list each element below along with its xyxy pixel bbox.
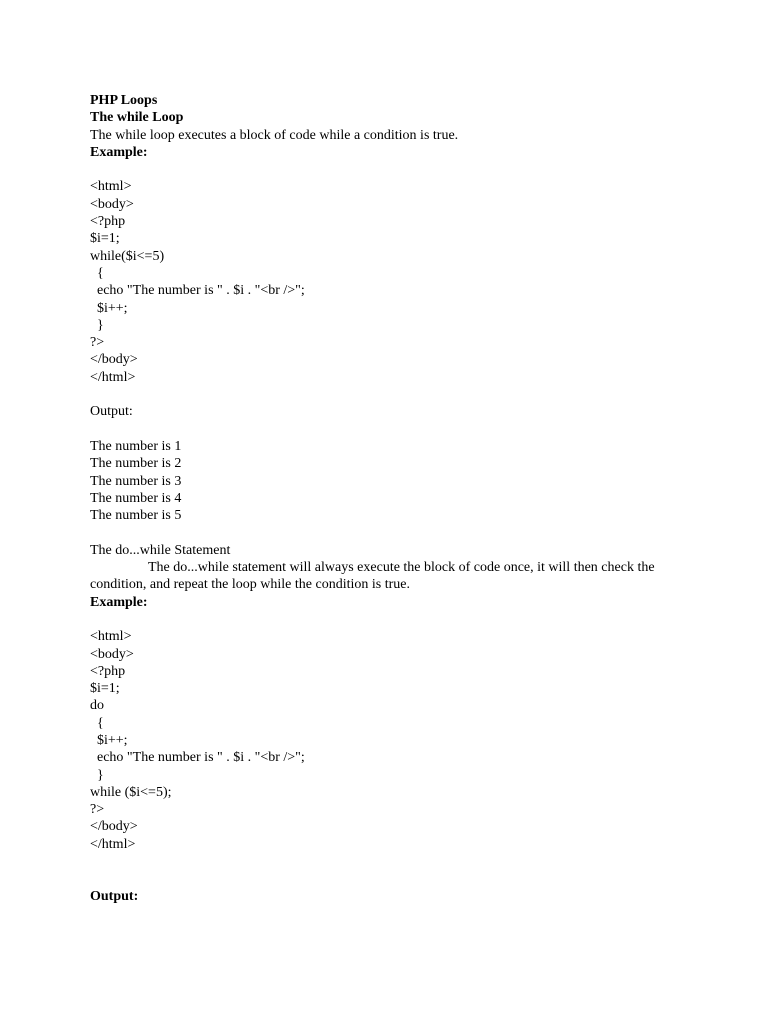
code-line: {: [90, 715, 104, 731]
code-line: <body>: [90, 196, 134, 212]
code-line: </html>: [90, 369, 136, 385]
spacer: [90, 611, 680, 628]
code-line: echo "The number is " . $i . "<br />";: [90, 750, 305, 766]
code-line: while ($i<=5);: [90, 784, 172, 800]
output-label-bold: Output:: [90, 888, 139, 904]
spacer: [90, 161, 680, 178]
code-line: $i=1;: [90, 681, 120, 697]
code-line: <?php: [90, 663, 126, 679]
while-heading: The while Loop: [90, 110, 184, 126]
example-label: Example:: [90, 144, 148, 160]
code-line: </html>: [90, 836, 136, 852]
code-line: </body>: [90, 819, 138, 835]
code-line: {: [90, 265, 104, 281]
code-line: }: [90, 767, 104, 783]
code-line: ?>: [90, 335, 105, 351]
code-line: echo "The number is " . $i . "<br />";: [90, 283, 305, 299]
code-line: <?php: [90, 214, 126, 230]
spacer: [90, 870, 680, 887]
output-line: The number is 2: [90, 456, 182, 472]
code-line: <html>: [90, 629, 132, 645]
dowhile-description-block: [90, 559, 680, 594]
code-line: ?>: [90, 802, 105, 818]
code-line: $i=1;: [90, 231, 120, 247]
output-line: The number is 1: [90, 438, 182, 454]
spacer: [90, 386, 680, 403]
output-label: Output:: [90, 404, 133, 420]
dowhile-description: The do...while statement will always execute the block of code once, it will then check the condition, and repeat the loop while the condition is true.: [90, 560, 655, 593]
spacer: [90, 524, 680, 541]
output-line: The number is 5: [90, 508, 182, 524]
spacer: [90, 853, 680, 870]
dowhile-heading: The do...while Statement: [90, 542, 231, 558]
doc-title: PHP Loops: [90, 93, 158, 108]
output-line: The number is 4: [90, 490, 182, 506]
output-line: The number is 3: [90, 473, 182, 489]
example-label-2: Example:: [90, 594, 148, 610]
while-output-block: [90, 438, 680, 524]
code-line: $i++;: [90, 732, 128, 748]
while-code-block: [90, 178, 680, 386]
code-line: <body>: [90, 646, 134, 662]
spacer: [90, 421, 680, 438]
dowhile-code-block: [90, 628, 680, 853]
code-line: do: [90, 698, 104, 714]
code-line: </body>: [90, 352, 138, 368]
code-line: }: [90, 317, 104, 333]
code-line: <html>: [90, 179, 132, 195]
code-line: $i++;: [90, 300, 128, 316]
while-description: The while loop executes a block of code while a condition is true.: [90, 127, 459, 143]
code-line: while($i<=5): [90, 248, 165, 264]
document-page: [90, 92, 680, 905]
